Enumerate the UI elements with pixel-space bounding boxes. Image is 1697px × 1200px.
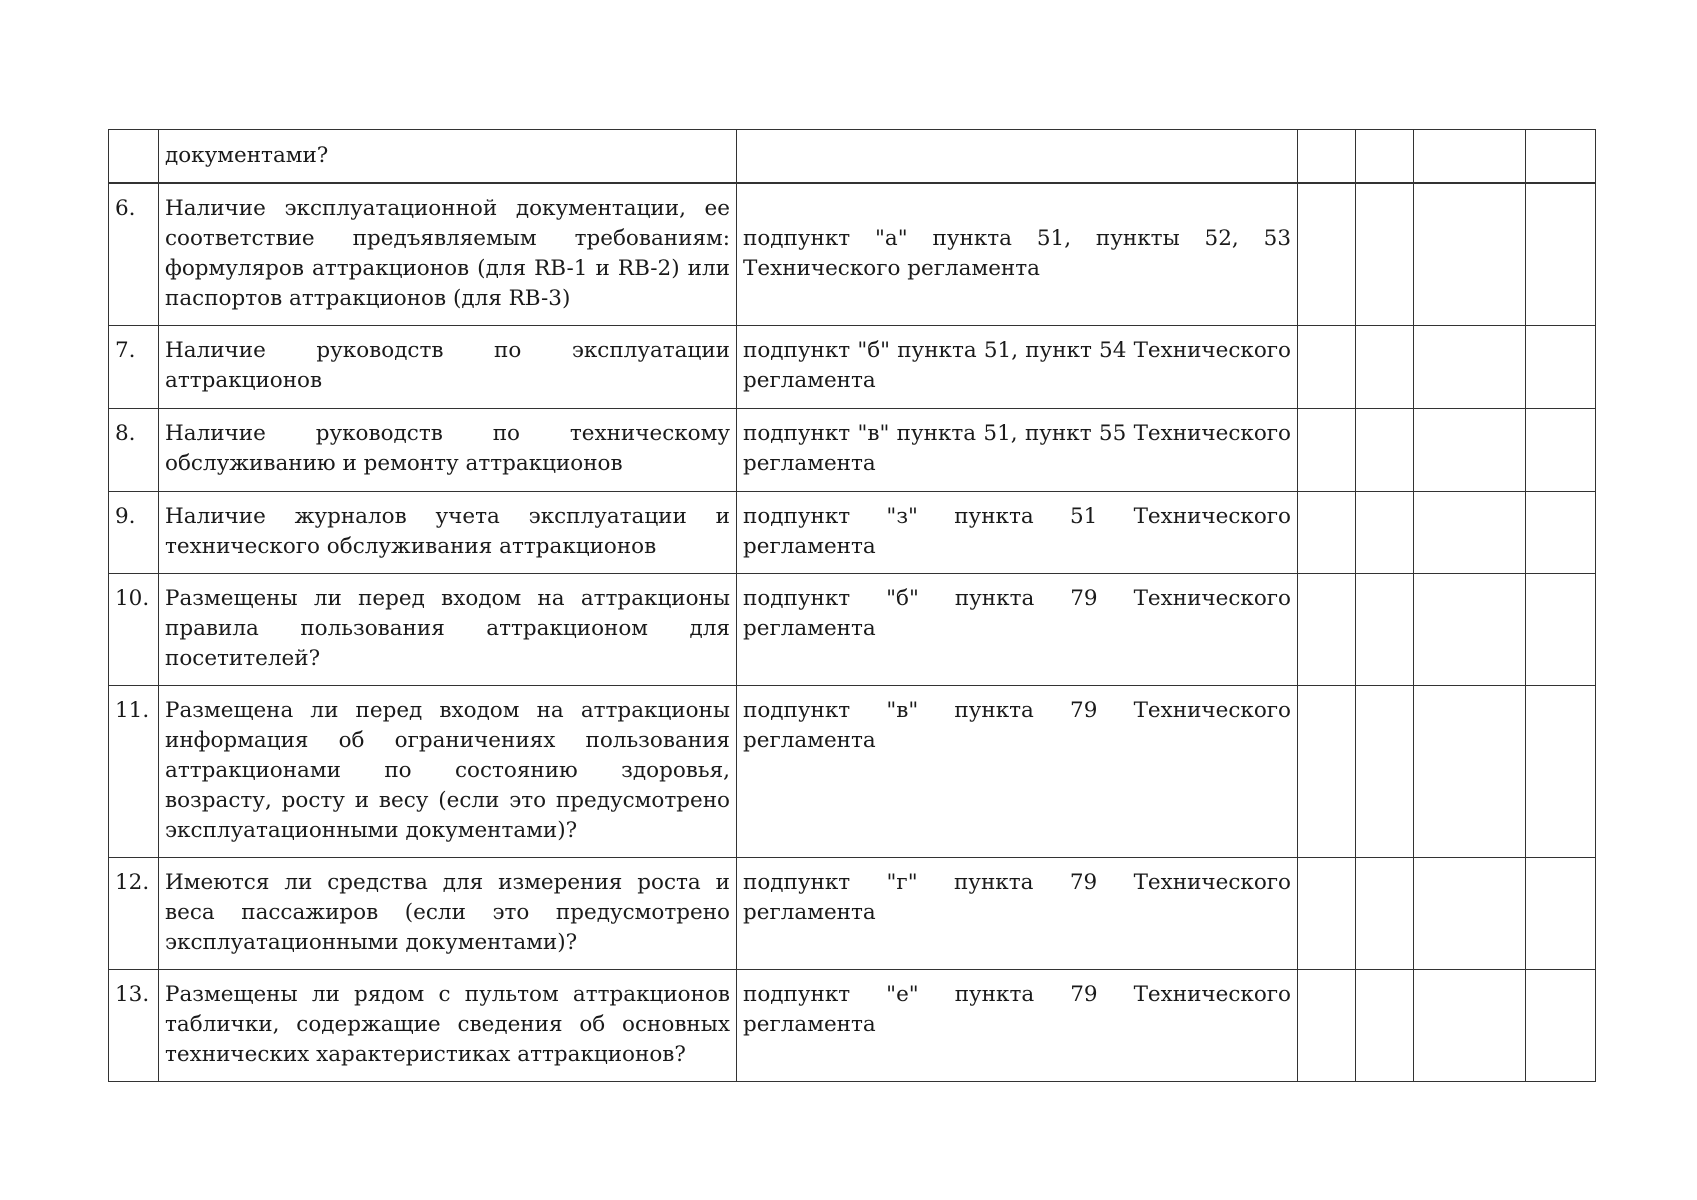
answer-na-cell [1414, 130, 1526, 183]
answer-no-cell [1356, 574, 1414, 686]
row-number: 11. [115, 698, 150, 723]
row-number-cell [109, 686, 159, 858]
reference-cell [737, 686, 1298, 858]
row-number: 13. [115, 982, 150, 1007]
question-text: Наличие руководств по техническому обслуживанию и ремонту аттракционов [165, 421, 730, 476]
question-cell [159, 409, 737, 492]
reference-cell [737, 409, 1298, 492]
row-number-cell [109, 409, 159, 492]
notes-cell [1526, 492, 1596, 574]
row-number: 6. [115, 195, 136, 221]
table-row [109, 409, 1596, 492]
answer-no-cell [1356, 970, 1414, 1082]
notes-cell [1526, 409, 1596, 492]
reference-text: подпункт "г" пункта 79 Технического регламента [743, 870, 1291, 925]
answer-yes-cell [1298, 492, 1356, 574]
question-cell [159, 686, 737, 858]
question-text: Имеются ли средства для измерения роста и веса пассажиров (если это предусмотрено эксплуатационными документами)? [165, 870, 730, 955]
table-row [109, 858, 1596, 970]
notes-cell [1526, 130, 1596, 183]
answer-no-cell [1356, 409, 1414, 492]
row-number-cell [109, 130, 159, 183]
answer-yes-cell [1298, 970, 1356, 1082]
table-row [109, 492, 1596, 574]
answer-yes-cell [1298, 183, 1356, 326]
checklist-table [108, 129, 1596, 1082]
row-number-cell [109, 492, 159, 574]
reference-text: подпункт "в" пункта 51, пункт 55 Технического регламента [743, 421, 1291, 476]
table-row [109, 326, 1596, 409]
answer-no-cell [1356, 686, 1414, 858]
reference-cell [737, 574, 1298, 686]
answer-na-cell [1414, 858, 1526, 970]
reference-text: подпункт "б" пункта 79 Технического регламента [743, 586, 1291, 641]
question-cell [159, 574, 737, 686]
answer-no-cell [1356, 130, 1414, 183]
answer-yes-cell [1298, 409, 1356, 492]
row-number: 8. [115, 421, 136, 446]
row-number: 10. [115, 586, 150, 611]
answer-na-cell [1414, 326, 1526, 409]
question-cell [159, 492, 737, 574]
table-row [109, 183, 1596, 326]
row-number-cell [109, 574, 159, 686]
reference-text: подпункт "б" пункта 51, пункт 54 Технического регламента [743, 338, 1291, 393]
answer-yes-cell [1298, 686, 1356, 858]
row-number: 12. [115, 870, 150, 895]
table-row [109, 970, 1596, 1082]
answer-yes-cell [1298, 858, 1356, 970]
question-text: Размещена ли перед входом на аттракционы информация об ограничениях пользования аттракционами по состоянию здоровья, возрасту, росту и весу (если это предусмотрено эксплуатационными документами)? [165, 698, 730, 843]
notes-cell [1526, 686, 1596, 858]
answer-na-cell [1414, 574, 1526, 686]
answer-yes-cell [1298, 130, 1356, 183]
question-cell [159, 183, 737, 326]
reference-text: подпункт "е" пункта 79 Технического регламента [743, 982, 1291, 1037]
reference-text: подпункт "а" пункта 51, пункты 52, 53 Технического регламента [743, 225, 1291, 281]
reference-cell [737, 183, 1298, 326]
notes-cell [1526, 183, 1596, 326]
reference-text: подпункт "в" пункта 79 Технического регламента [743, 698, 1291, 753]
question-cell [159, 130, 737, 183]
reference-cell [737, 858, 1298, 970]
table-row [109, 686, 1596, 858]
question-text: Размещены ли рядом с пультом аттракционов таблички, содержащие сведения об основных технических характеристиках аттракционов? [165, 982, 730, 1067]
row-number: 7. [115, 338, 136, 363]
question-cell [159, 858, 737, 970]
question-cell [159, 326, 737, 409]
answer-no-cell [1356, 858, 1414, 970]
answer-na-cell [1414, 970, 1526, 1082]
row-number-cell [109, 326, 159, 409]
answer-na-cell [1414, 492, 1526, 574]
row-number-cell [109, 858, 159, 970]
notes-cell [1526, 326, 1596, 409]
reference-cell [737, 492, 1298, 574]
checklist-body [109, 130, 1596, 1082]
answer-na-cell [1414, 686, 1526, 858]
answer-yes-cell [1298, 326, 1356, 409]
answer-no-cell [1356, 183, 1414, 326]
question-cell [159, 970, 737, 1082]
row-number-cell [109, 970, 159, 1082]
row-number-cell [109, 183, 159, 326]
answer-no-cell [1356, 326, 1414, 409]
question-text: Наличие руководств по эксплуатации аттракционов [165, 338, 730, 393]
row-number: 9. [115, 504, 136, 529]
notes-cell [1526, 858, 1596, 970]
reference-text: подпункт "з" пункта 51 Технического регламента [743, 504, 1291, 559]
notes-cell [1526, 574, 1596, 686]
table-row-continuation [109, 130, 1596, 183]
answer-na-cell [1414, 409, 1526, 492]
question-text: Наличие журналов учета эксплуатации и технического обслуживания аттракционов [165, 504, 730, 559]
reference-cell [737, 130, 1298, 183]
table-row [109, 574, 1596, 686]
reference-cell [737, 326, 1298, 409]
answer-yes-cell [1298, 574, 1356, 686]
question-text: документами? [165, 143, 329, 168]
question-text: Наличие эксплуатационной документации, ее соответствие предъявляемым требованиям: формуляров аттракционов (для RB-1 и RB-2) или паспортов аттракционов (для RB-3) [165, 195, 730, 311]
answer-na-cell [1414, 183, 1526, 326]
notes-cell [1526, 970, 1596, 1082]
answer-no-cell [1356, 492, 1414, 574]
reference-cell [737, 970, 1298, 1082]
question-text: Размещены ли перед входом на аттракционы правила пользования аттракционом для посетителей? [165, 586, 730, 671]
